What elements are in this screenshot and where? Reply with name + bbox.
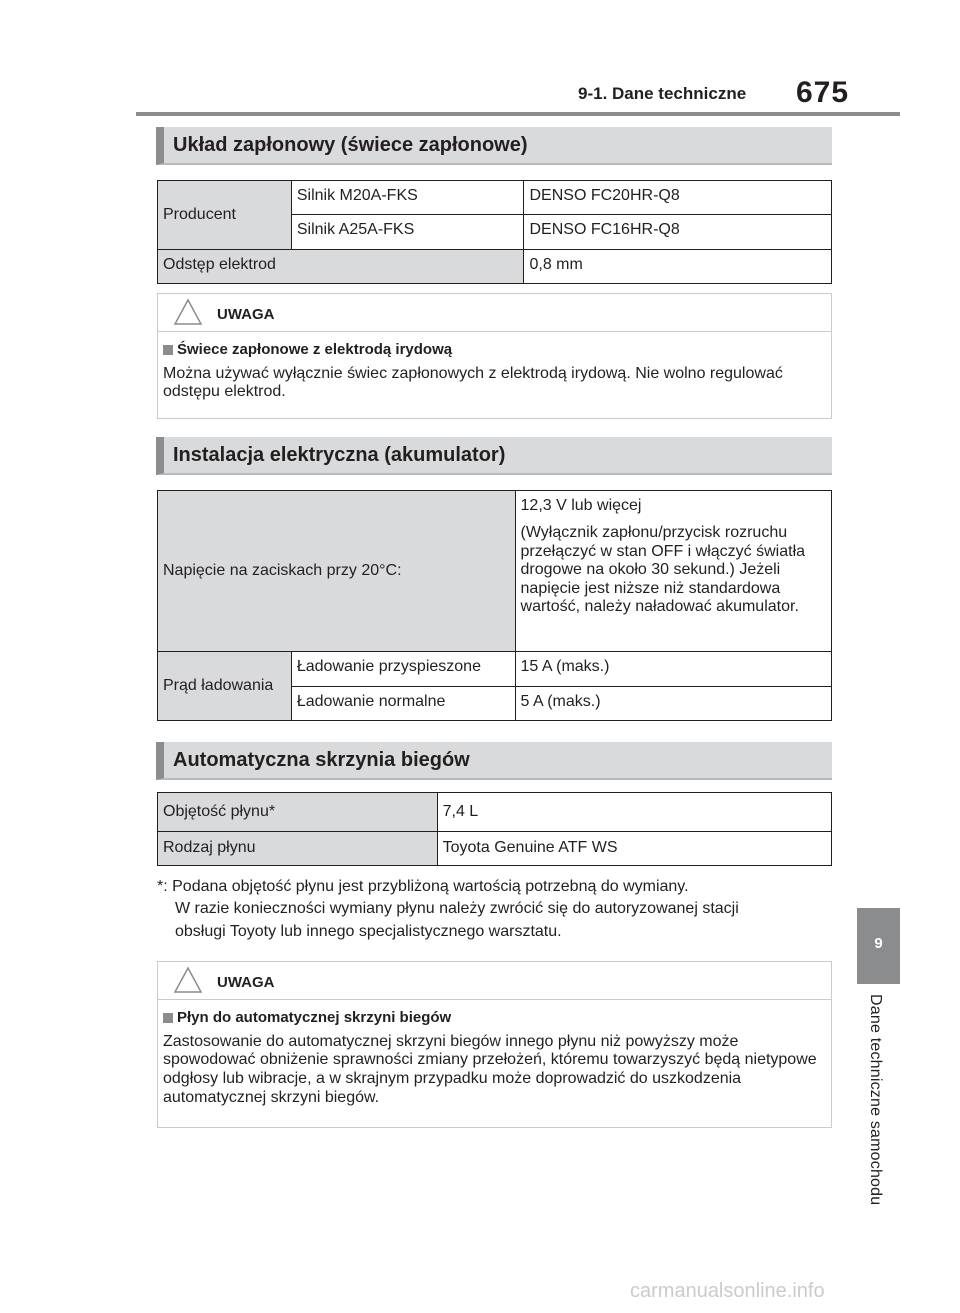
notice-spark-plugs	[157, 293, 832, 419]
notice-body	[158, 1000, 831, 1119]
transmission-table	[157, 792, 832, 866]
producer-label: Producent	[158, 181, 292, 250]
notice-subtitle-text: Świece zapłonowe z elektrodą irydową	[177, 341, 453, 358]
notice-text: Zastosowanie do automatycznej skrzyni biegów innego płynu niż powyższy może spowodować obniżenie sprawności zmiany przełożeń, któremu towarzyszyć będą nietypowe odgłosy lub wibracje, a w skrajnym przypadku może doprowadzić do uszkodzenia automatycznej skrzyni biegów.	[163, 1032, 817, 1106]
charging-value: 15 A (maks.)	[515, 652, 831, 687]
square-bullet-icon	[163, 1013, 173, 1023]
charging-mode: Ładowanie normalne	[291, 687, 515, 721]
gap-label: Odstęp elektrod	[158, 250, 524, 284]
fluid-type-label: Rodzaj płynu	[158, 832, 438, 866]
chapter-title: 9-1. Dane techniczne	[578, 84, 747, 103]
table-row	[158, 793, 832, 832]
section-title: Instalacja elektryczna (akumulator)	[173, 444, 506, 466]
section-heading-transmission	[156, 742, 832, 780]
voltage-note: (Wyłącznik zapłonu/przycisk rozruchu przełączyć w stan OFF i włączyć światła drogowe na około 30 sekund.) Jeżeli napięcie jest niższe niż standardowa wartość, należy naładować akumulator.	[520, 524, 806, 615]
table-row	[158, 250, 832, 284]
table-row	[158, 652, 832, 687]
watermark: carmanualsonline.info	[630, 1280, 825, 1302]
table-row	[158, 181, 832, 215]
section-heading-battery	[156, 437, 832, 475]
voltage-value: 12,3 V lub więcej	[520, 497, 642, 514]
square-bullet-icon	[163, 345, 173, 355]
section-title: Układ zapłonowy (świece zapłonowe)	[173, 134, 528, 156]
notice-label: UWAGA	[217, 306, 275, 323]
header-divider	[136, 112, 900, 116]
battery-table	[157, 490, 832, 721]
warning-triangle-icon	[173, 966, 203, 994]
chapter-side-label: Dane techniczne samochodu	[867, 994, 884, 1206]
table-row	[158, 832, 832, 866]
chapter-tab	[857, 908, 900, 984]
footnote-line: W razie konieczności wymiany płynu należy zwrócić się do autoryzowanej stacji	[175, 900, 739, 918]
notice-atf	[157, 961, 832, 1128]
notice-header	[158, 962, 831, 1000]
notice-label: UWAGA	[217, 974, 275, 991]
fluid-capacity-value: 7,4 L	[437, 793, 831, 832]
page-number: 675	[796, 76, 850, 109]
table-row	[158, 491, 832, 652]
voltage-label: Napięcie na zaciskach przy 20°C:	[158, 491, 516, 652]
notice-body	[158, 332, 831, 414]
notice-subtitle	[163, 1009, 826, 1027]
plug-cell: DENSO FC20HR-Q8	[524, 181, 832, 215]
voltage-cell	[515, 491, 831, 652]
section-heading-ignition	[156, 127, 832, 165]
warning-triangle-icon	[173, 298, 203, 326]
ignition-table	[157, 180, 832, 284]
footnote-line: obsługi Toyoty lub innego specjalistycznego warsztatu.	[175, 922, 562, 940]
notice-subtitle-text: Płyn do automatycznej skrzyni biegów	[177, 1009, 452, 1026]
notice-header	[158, 294, 831, 332]
footnote-text: Podana objętość płynu jest przybliżoną wartością potrzebną do wymiany.	[172, 878, 689, 895]
engine-cell: Silnik M20A-FKS	[291, 181, 524, 215]
footnote-line	[157, 876, 837, 898]
chapter-tab-number: 9	[874, 935, 883, 952]
footnote	[157, 876, 837, 943]
charging-label: Prąd ładowania	[158, 652, 292, 721]
fluid-capacity-label: Objętość płynu*	[158, 793, 438, 832]
notice-subtitle	[163, 341, 826, 359]
section-title: Automatyczna skrzynia biegów	[173, 749, 470, 771]
gap-value: 0,8 mm	[524, 250, 832, 284]
footnote-marker: *:	[157, 878, 168, 895]
charging-value: 5 A (maks.)	[515, 687, 831, 721]
fluid-type-value: Toyota Genuine ATF WS	[437, 832, 831, 866]
notice-text: Można używać wyłącznie świec zapłonowych z elektrodą irydową. Nie wolno regulować odstępu elektrod.	[163, 364, 783, 401]
charging-mode: Ładowanie przyspieszone	[291, 652, 515, 687]
engine-cell: Silnik A25A-FKS	[291, 215, 524, 250]
plug-cell: DENSO FC16HR-Q8	[524, 215, 832, 250]
